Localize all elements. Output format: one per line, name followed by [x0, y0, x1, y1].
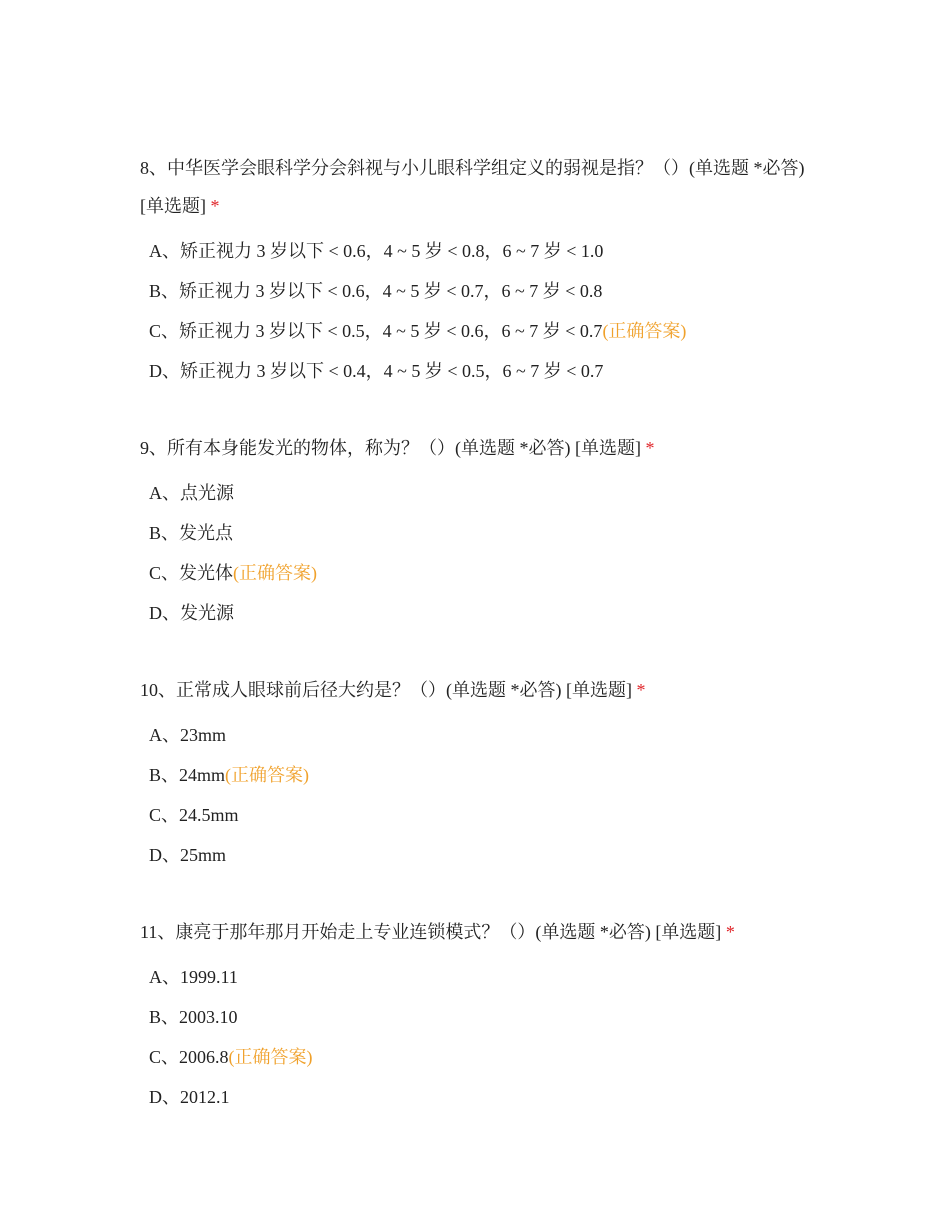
correct-answer-label: (正确答案): [228, 1047, 313, 1067]
option-a[interactable]: [140, 473, 820, 513]
options-list: [140, 473, 820, 633]
option-a[interactable]: [140, 231, 820, 271]
option-text: C、2006.8: [149, 1047, 229, 1067]
required-mark: *: [645, 438, 655, 458]
question-11: [140, 913, 820, 1117]
question-title: 11、康亮于那年那月开始走上专业连锁模式？（）(单选题 *必答) [单选题] *: [140, 922, 735, 942]
option-text: B、2003.10: [149, 1007, 238, 1027]
option-d[interactable]: [140, 835, 820, 875]
option-text: A、1999.11: [149, 967, 238, 987]
option-text: B、发光点: [149, 523, 234, 543]
option-text: A、点光源: [149, 483, 234, 503]
option-c[interactable]: [140, 553, 820, 593]
options-list: [140, 715, 820, 875]
question-10: [140, 671, 820, 875]
option-text: C、矫正视力 3 岁以下 < 0.5，4 ~ 5 岁 < 0.6，6 ~ 7 岁 < 0.7: [149, 321, 603, 341]
option-c[interactable]: [140, 1037, 820, 1077]
question-title: 10、正常成人眼球前后径大约是？（）(单选题 *必答) [单选题] *: [140, 680, 646, 700]
required-mark: *: [636, 680, 646, 700]
option-text: D、25mm: [149, 845, 227, 865]
option-b[interactable]: [140, 513, 820, 553]
option-text: B、矫正视力 3 岁以下 < 0.6，4 ~ 5 岁 < 0.7，6 ~ 7 岁 < 0.8: [149, 281, 603, 301]
options-list: [140, 957, 820, 1117]
option-b[interactable]: [140, 271, 820, 311]
correct-answer-label: (正确答案): [225, 765, 310, 785]
option-a[interactable]: [140, 957, 820, 997]
option-c[interactable]: [140, 795, 820, 835]
option-a[interactable]: [140, 715, 820, 755]
option-d[interactable]: [140, 593, 820, 633]
option-b[interactable]: [140, 755, 820, 795]
correct-answer-label: (正确答案): [602, 321, 687, 341]
option-d[interactable]: [140, 1077, 820, 1117]
option-text: A、矫正视力 3 岁以下 < 0.6，4 ~ 5 岁 < 0.8，6 ~ 7 岁 < 1.0: [149, 241, 604, 261]
option-d[interactable]: [140, 351, 820, 391]
correct-answer-label: (正确答案): [233, 563, 318, 583]
option-b[interactable]: [140, 997, 820, 1037]
option-text: D、2012.1: [149, 1087, 230, 1107]
question-8: [140, 149, 820, 391]
option-c[interactable]: [140, 311, 820, 351]
option-text: B、24mm: [149, 765, 226, 785]
required-mark: *: [210, 196, 220, 216]
question-9: [140, 429, 820, 633]
question-title: 8、中华医学会眼科学分会斜视与小儿眼科学组定义的弱视是指？（）(单选题 *必答) [单选题] *: [140, 158, 805, 216]
options-list: [140, 231, 820, 391]
option-text: D、矫正视力 3 岁以下 < 0.4，4 ~ 5 岁 < 0.5，6 ~ 7 岁 < 0.7: [149, 361, 604, 381]
question-title: 9、所有本身能发光的物体，称为？（）(单选题 *必答) [单选题] *: [140, 438, 655, 458]
option-text: A、23mm: [149, 725, 227, 745]
required-mark: *: [725, 922, 735, 942]
option-text: C、发光体: [149, 563, 234, 583]
option-text: D、发光源: [149, 603, 234, 623]
option-text: C、24.5mm: [149, 805, 239, 825]
